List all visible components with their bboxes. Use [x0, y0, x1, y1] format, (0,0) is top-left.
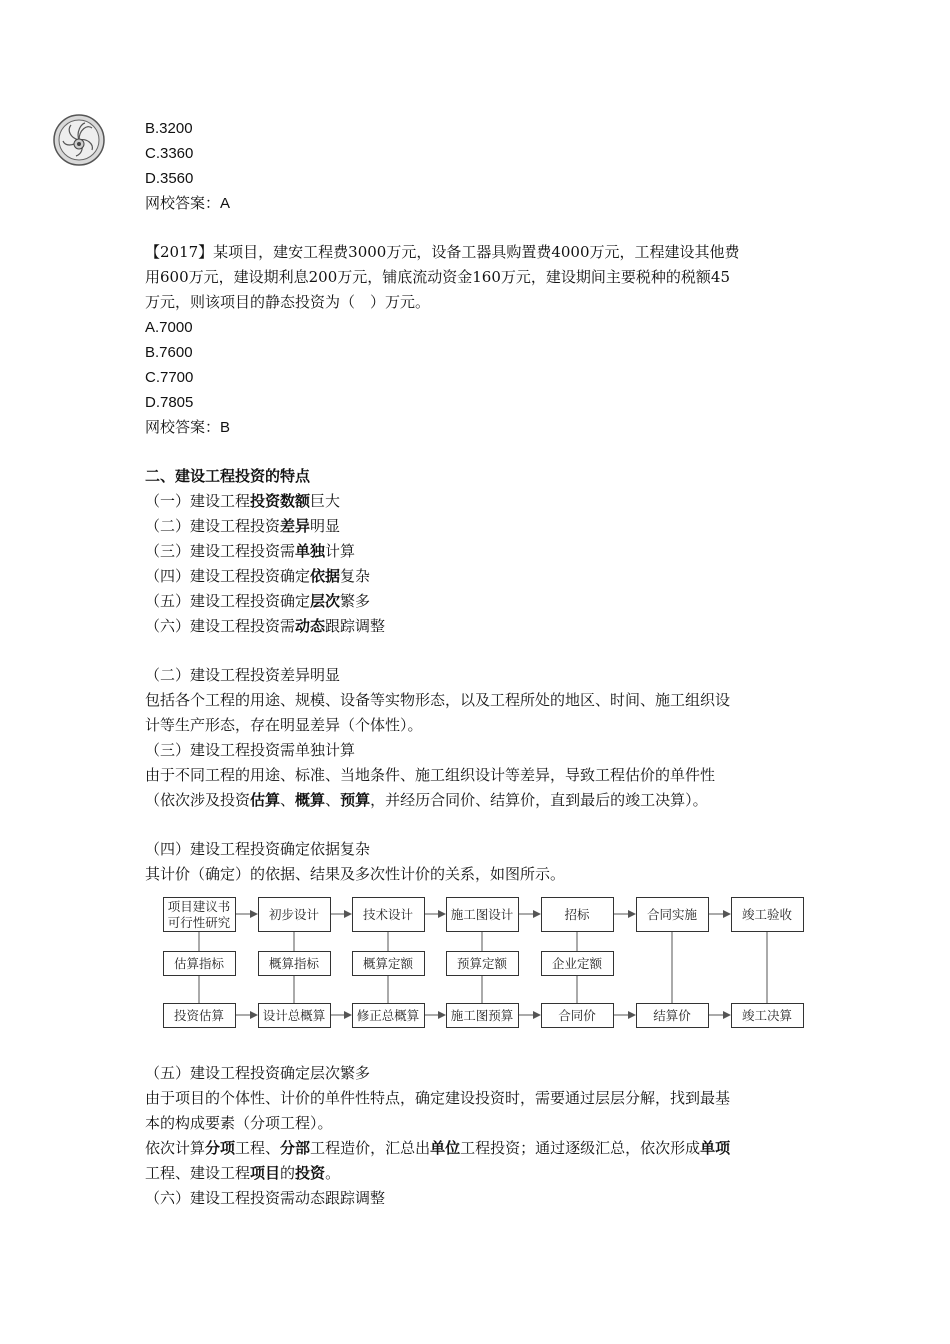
q1-option-d: D.3560 — [145, 170, 194, 187]
document-body — [145, 116, 815, 1211]
stage-box-label: 技术设计 — [362, 907, 413, 922]
q2-option-d: D.7805 — [145, 394, 194, 411]
stage-box-label: 初步设计 — [268, 907, 319, 922]
q2-stem-line-1: 【2017】某项目，建安工程费3000万元，设备工器具购置费4000万元，工程建设其他费 — [145, 243, 740, 261]
school-logo-icon — [52, 112, 106, 168]
q2-option-c: C.7700 — [145, 369, 194, 386]
feature-item-2: （二）建设工程投资差异明显 — [145, 517, 341, 535]
stage-box-label: 竣工验收 — [741, 907, 792, 922]
detail-6-heading: （六）建设工程投资需动态跟踪调整 — [145, 1189, 386, 1207]
detail-3-line-2: （依次涉及投资估算、概算、预算，并经历合同价、结算价，直到最后的竣工决算）。 — [145, 791, 708, 809]
detail-5-line-4: 工程、建设工程项目的投资。 — [145, 1164, 341, 1182]
detail-3-heading: （三）建设工程投资需单独计算 — [145, 741, 356, 759]
q1-answer-value: A — [220, 195, 231, 212]
q2-answer-label: 网校答案： — [145, 418, 221, 436]
detail-5-line-2: 本的构成要素（分项工程）。 — [145, 1114, 333, 1132]
result-box-label: 施工图预算 — [450, 1008, 514, 1023]
section-title: 二、建设工程投资的特点 — [145, 467, 311, 485]
detail-2-line-2: 计等生产形态，存在明显差异（个体性）。 — [145, 716, 423, 734]
feature-item-6: （六）建设工程投资需动态跟踪调整 — [145, 617, 386, 635]
q2-stem-line-2: 用600万元，建设期利息200万元，铺底流动资金160万元，建设期间主要税种的税额45 — [145, 268, 730, 286]
basis-box-label: 概算定额 — [362, 956, 413, 971]
detail-5-line-3: 依次计算分项工程、分部工程造价，汇总出单位工程投资；通过逐级汇总，依次形成单项 — [145, 1139, 731, 1157]
q2-option-b: B.7600 — [145, 344, 193, 361]
result-box-label: 合同价 — [558, 1008, 596, 1023]
stage-box-label: 项目建议书 可行性研究 — [167, 899, 231, 930]
q2-answer-value: B — [220, 419, 231, 436]
result-box-label: 修正总概算 — [356, 1008, 420, 1023]
detail-4-line: 其计价（确定）的依据、结果及多次性计价的关系，如图所示。 — [145, 865, 566, 883]
result-box-label: 结算价 — [653, 1008, 691, 1023]
q2-option-a: A.7000 — [145, 319, 193, 336]
q1-answer — [145, 191, 815, 216]
detail-4-heading: （四）建设工程投资确定依据复杂 — [145, 840, 371, 858]
basis-box-label: 概算指标 — [268, 956, 319, 971]
detail-5-line-1: 由于项目的个体性、计价的单件性特点，确定建设投资时，需要通过层层分解，找到最基 — [145, 1089, 731, 1107]
basis-box-label: 企业定额 — [551, 956, 602, 971]
pricing-flow-diagram — [145, 895, 815, 1055]
result-box-label: 竣工决算 — [741, 1008, 792, 1023]
basis-box-label: 预算定额 — [456, 956, 507, 971]
feature-item-5: （五）建设工程投资确定层次繁多 — [145, 592, 371, 610]
detail-2-heading: （二）建设工程投资差异明显 — [145, 666, 341, 684]
q1-option-c: C.3360 — [145, 145, 194, 162]
detail-3-line-1: 由于不同工程的用途、标准、当地条件、施工组织设计等差异，导致工程估价的单件性 — [145, 766, 716, 784]
detail-5-heading: （五）建设工程投资确定层次繁多 — [145, 1064, 371, 1082]
result-box-label: 设计总概算 — [262, 1008, 326, 1023]
feature-item-4: （四）建设工程投资确定依据复杂 — [145, 567, 371, 585]
stage-box-label: 施工图设计 — [450, 907, 514, 922]
basis-box-label: 估算指标 — [173, 956, 224, 971]
feature-item-3: （三）建设工程投资需单独计算 — [145, 542, 356, 560]
stage-box-label: 合同实施 — [646, 907, 697, 922]
q2-stem-line-3: 万元，则该项目的静态投资为（ ）万元。 — [145, 293, 431, 311]
q2-answer — [145, 415, 815, 440]
detail-2-line-1: 包括各个工程的用途、规模、设备等实物形态，以及工程所处的地区、时间、施工组织设 — [145, 691, 731, 709]
q1-option-b: B.3200 — [145, 120, 193, 137]
feature-item-1: （一）建设工程投资数额巨大 — [145, 492, 341, 510]
stage-box-label: 招标 — [564, 907, 590, 922]
q1-answer-label: 网校答案： — [145, 194, 221, 212]
result-box-label: 投资估算 — [173, 1008, 224, 1023]
